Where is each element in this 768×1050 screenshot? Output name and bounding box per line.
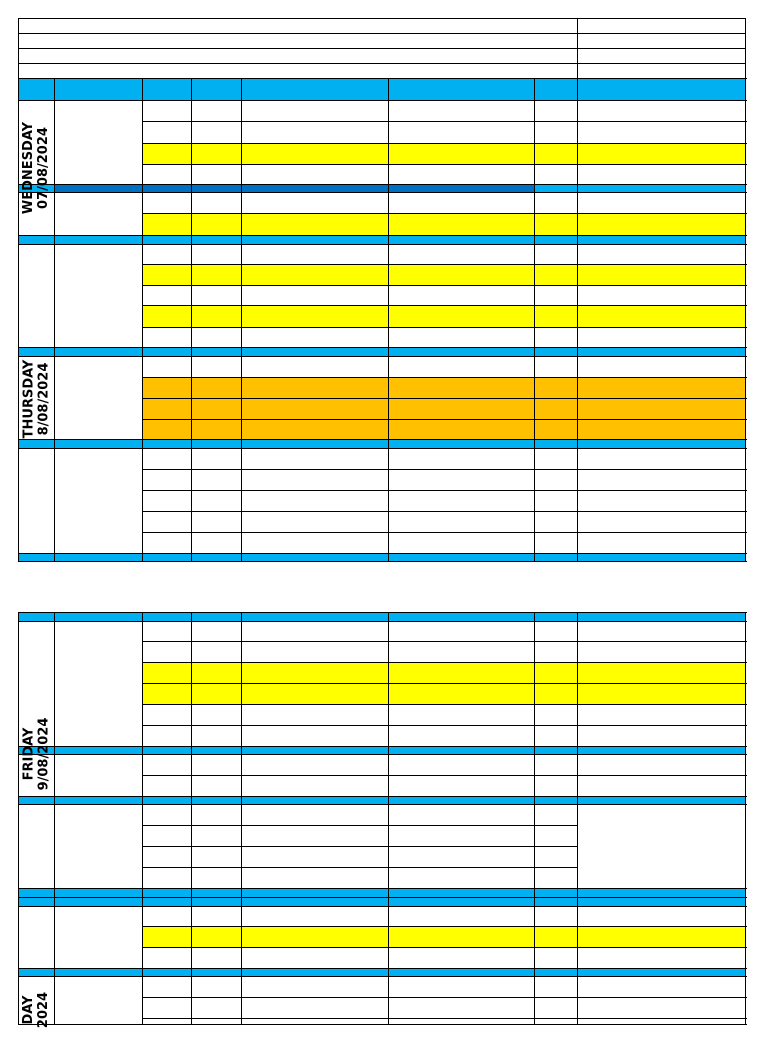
separator-band [18,746,746,754]
grid-line [142,78,143,561]
day-date: 07/08/2024 [36,126,51,209]
separator-band [18,235,746,244]
grid-line [142,164,747,165]
highlight-row-yellow [142,143,746,164]
separator-band [18,553,746,561]
highlight-row-orange [142,398,746,419]
grid-line [142,754,747,755]
grid-line [142,377,747,378]
day-date: 9/08/2024 [36,717,52,791]
separator-band [18,796,746,804]
grid-line [241,612,242,1024]
grid-line [241,78,242,561]
grid-line [191,78,192,561]
grid-line [534,78,535,561]
highlight-row-yellow [142,264,746,285]
grid-line [18,746,747,747]
day-label-friday [18,621,54,887]
highlight-row-orange [142,377,746,398]
day-label-wednesday [18,100,54,235]
grid-line [18,897,747,898]
grid-line [534,612,535,1024]
separator-band [18,439,746,448]
grid-line [142,356,747,357]
grid-line [18,184,747,185]
grid-line [142,906,747,907]
grid-line [191,612,192,1024]
grid-line [142,532,747,533]
separator-band [18,347,746,356]
grid-line [142,775,747,776]
highlight-row-yellow [142,926,746,947]
grid-line [142,398,747,399]
grid-line [18,612,747,613]
grid-line [142,511,747,512]
grid-line [142,143,747,144]
grid-line [142,469,747,470]
grid-line [142,804,578,805]
grid-line [18,553,747,554]
grid-line [142,285,747,286]
grid-line [142,448,747,449]
grid-line [142,662,747,663]
separator-band [18,612,746,621]
grid-line [388,612,389,1024]
grid-line [142,244,747,245]
grid-line [142,641,747,642]
day-name: DAY [21,995,36,1025]
grid-line [388,78,389,561]
grid-line [142,192,747,193]
grid-line [142,926,747,927]
grid-line [142,213,747,214]
highlight-row-yellow [142,683,746,704]
grid-line [18,347,747,348]
day-date: 2024 [36,991,51,1029]
day-label-partial [18,970,54,1050]
grid-line [142,825,578,826]
grid-line [745,612,746,1024]
grid-line [142,100,747,101]
grid-line [142,725,747,726]
day-name: FRIDAY [21,727,37,781]
grid-line [54,612,55,1024]
grid-line [142,1018,747,1019]
day-label-thursday [18,244,54,554]
day-date: 8/08/2024 [36,362,52,436]
grid-line [18,235,747,236]
grid-line [18,78,747,79]
grid-line [142,621,747,622]
grid-line [142,419,747,420]
grid-line [142,846,578,847]
grid-line [142,976,747,977]
grid-line [142,612,143,1024]
grid-line [18,439,747,440]
day-name: THURSDAY [21,359,37,439]
separator-band [18,78,746,100]
grid-line [18,888,747,889]
grid-line [142,121,747,122]
grid-line [18,561,747,562]
day-name: WEDNESDAY [21,121,36,214]
grid-line [577,78,578,561]
separator-band-dark [54,184,534,192]
grid-line [18,796,747,797]
grid-line [142,490,747,491]
grid-line [142,264,747,265]
grid-line [142,704,747,705]
highlight-row-yellow [142,305,746,327]
grid-line [142,305,747,306]
separator-band [18,968,746,976]
grid-line [745,78,746,561]
grid-line [142,997,747,998]
grid-line [142,683,747,684]
grid-line [142,947,747,948]
grid-line [18,968,747,969]
grid-line [54,78,55,561]
highlight-row-yellow [142,213,746,235]
grid-line [142,327,747,328]
grid-line [18,1024,747,1025]
highlight-row-yellow [142,662,746,683]
grid-line [577,612,578,1024]
separator-band [18,888,746,897]
grid-line [142,867,578,868]
separator-band [18,897,746,906]
highlight-row-orange [142,419,746,439]
